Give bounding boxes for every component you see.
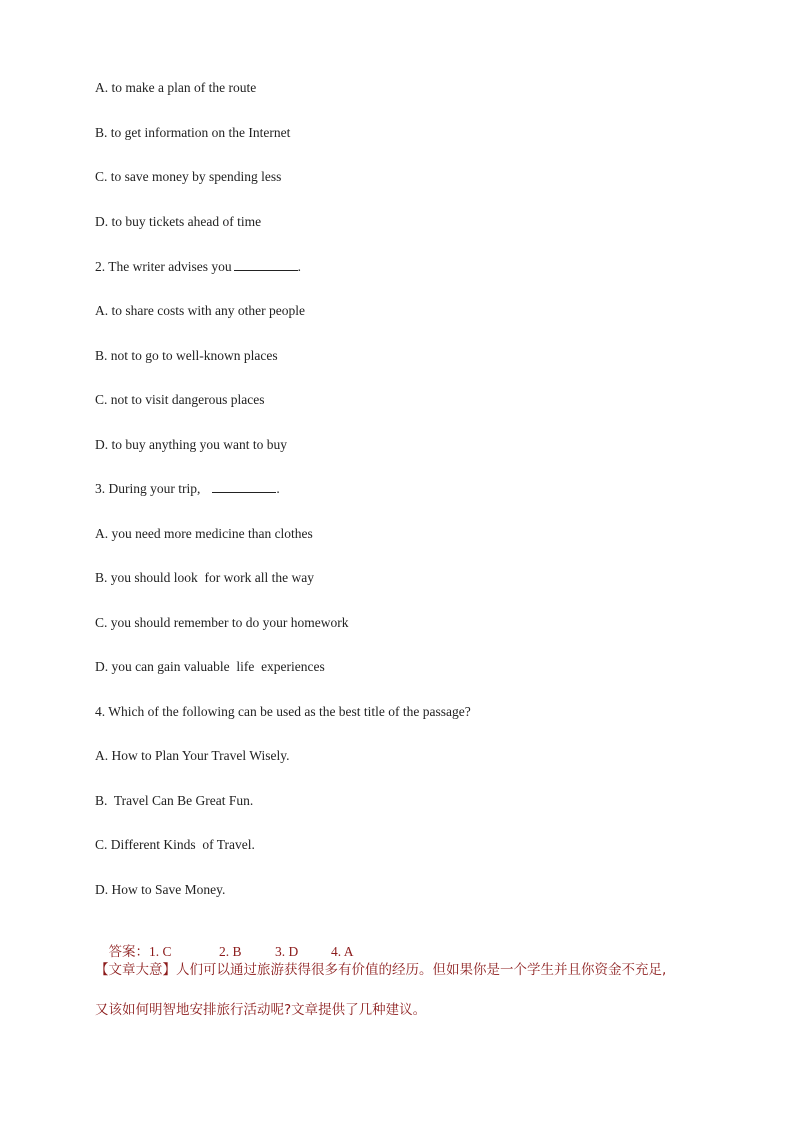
q3-option-d: D. you can gain valuable life experiences [95, 659, 325, 674]
q3-option-b: B. you should look for work all the way [95, 570, 314, 585]
q1-option-a: A. to make a plan of the route [95, 80, 257, 95]
q2-option-d: D. to buy anything you want to buy [95, 437, 287, 452]
q3-stem-end: . [276, 481, 280, 496]
q2-option-c: C. not to visit dangerous places [95, 392, 265, 407]
q4-stem: 4. Which of the following can be used as the best title of the passage? [95, 704, 471, 719]
answer-blank [234, 258, 298, 271]
q2-stem-end: . [297, 259, 301, 274]
q4-option-b: B. Travel Can Be Great Fun. [95, 793, 254, 808]
q1-option-b: B. to get information on the Internet [95, 125, 291, 140]
answer-4: 4. A [331, 944, 354, 959]
q3-option-c: C. you should remember to do your homework [95, 615, 349, 630]
q4-option-a: A. How to Plan Your Travel Wisely. [95, 748, 290, 763]
answer-1: 1. C [149, 944, 172, 959]
q3-option-a: A. you need more medicine than clothes [95, 526, 313, 541]
q1-option-d: D. to buy tickets ahead of time [95, 214, 262, 229]
q2-option-a: A. to share costs with any other people [95, 303, 305, 318]
answer-2: 2. B [219, 944, 242, 959]
q2-option-b: B. not to go to well-known places [95, 348, 278, 363]
q4-option-d: D. How to Save Money. [95, 882, 226, 897]
q2-stem [95, 258, 301, 276]
q4-option-c: C. Different Kinds of Travel. [95, 837, 255, 852]
answer-blank [212, 480, 276, 493]
q1-option-c: C. to save money by spending less [95, 169, 282, 184]
q2-stem-text: 2. The writer advises you [95, 259, 232, 274]
q3-stem [95, 480, 280, 498]
q3-stem-text: 3. During your trip, [95, 481, 201, 496]
summary-line-2: 又该如何明智地安排旅行活动呢?文章提供了几种建议。 [95, 1002, 427, 1018]
answer-3: 3. D [275, 944, 299, 959]
answer-label: 答案： [108, 944, 149, 960]
summary-line-1: 【文章大意】人们可以通过旅游获得很多有价值的经历。但如果你是一个学生并且你资金不充足, [95, 962, 667, 978]
